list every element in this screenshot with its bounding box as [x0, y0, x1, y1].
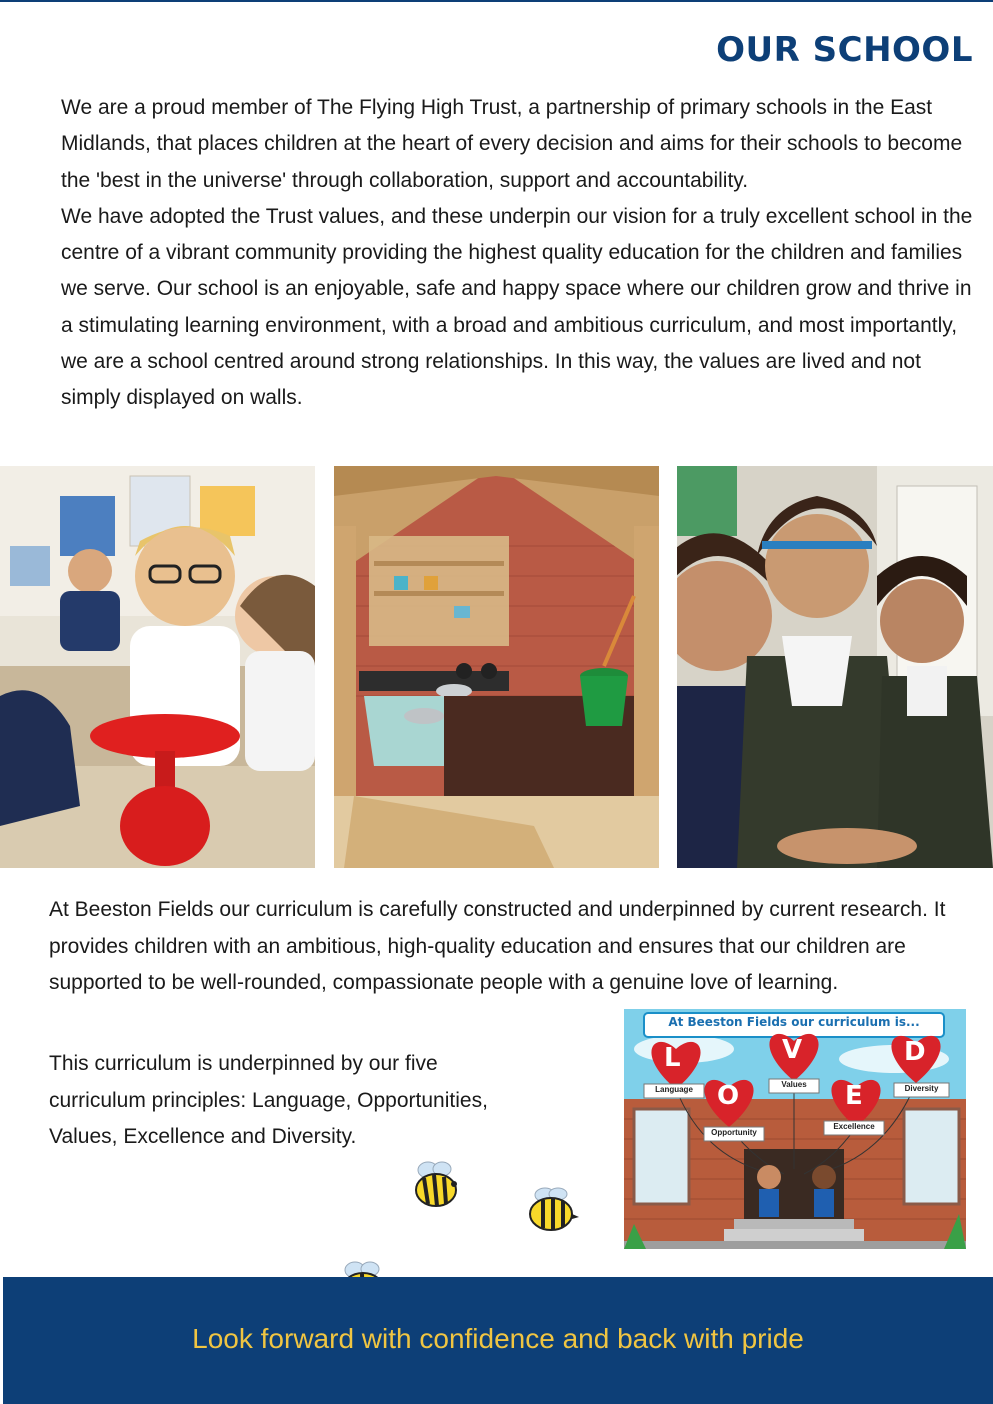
poster-banner: At Beeston Fields our curriculum is... — [668, 1015, 920, 1029]
poster-letter: O — [717, 1081, 740, 1111]
intro-paragraph: We have adopted the Trust values, and these underpin our vision for a truly excellent school in the centre of a vibrant community providing the highest quality education for the children and families we serve. Our school is an enjoyable, safe and happy space where our children grow and thrive in a stimulating learning environment, with a broad and ambitious curriculum, and most importantly, we are a school centred around strong relationships. In this way, the values are lived and not simply displayed on walls. — [61, 204, 973, 410]
intro-text — [61, 90, 976, 417]
curriculum-paragraph: At Beeston Fields our curriculum is carefully constructed and underpinned by current research. It provides children with an ambitious, high-quality education and ensures that our children are supported to be well-rounded, compassionate people with a genuine love of learning. — [49, 898, 946, 994]
poster-letter: D — [904, 1037, 926, 1067]
poster-letter: E — [845, 1081, 863, 1111]
poster-word: Values — [781, 1080, 807, 1089]
curriculum-text — [49, 892, 949, 1002]
page-title: OUR SCHOOL — [716, 30, 973, 70]
principles-text — [49, 1046, 499, 1156]
school-motto: Look forward with confidence and back with pride — [192, 1323, 804, 1354]
intro-paragraph: We are a proud member of The Flying High Trust, a partnership of primary schools in the East Midlands, that places children at the heart of every decision and aims for their schools to become the 'best in the universe' through collaboration, support and accountability. — [61, 96, 963, 192]
poster-word: Language — [655, 1085, 693, 1094]
classroom-photo — [0, 466, 315, 868]
poster-letter: L — [664, 1043, 681, 1073]
footer-banner — [3, 1277, 993, 1404]
bee-icon — [410, 1160, 462, 1210]
mud-kitchen-photo — [334, 466, 659, 868]
poster-letter: V — [782, 1035, 803, 1065]
pupils-photo — [677, 466, 993, 868]
loved-curriculum-poster — [624, 1009, 966, 1249]
bee-icon — [525, 1186, 580, 1234]
top-rule — [0, 0, 993, 2]
poster-word: Opportunity — [711, 1128, 757, 1137]
poster-word: Diversity — [904, 1084, 939, 1093]
principles-paragraph: This curriculum is underpinned by our five curriculum principles: Language, Opportunities, Values, Excellence and Diversity. — [49, 1052, 488, 1148]
poster-word: Excellence — [833, 1122, 875, 1131]
